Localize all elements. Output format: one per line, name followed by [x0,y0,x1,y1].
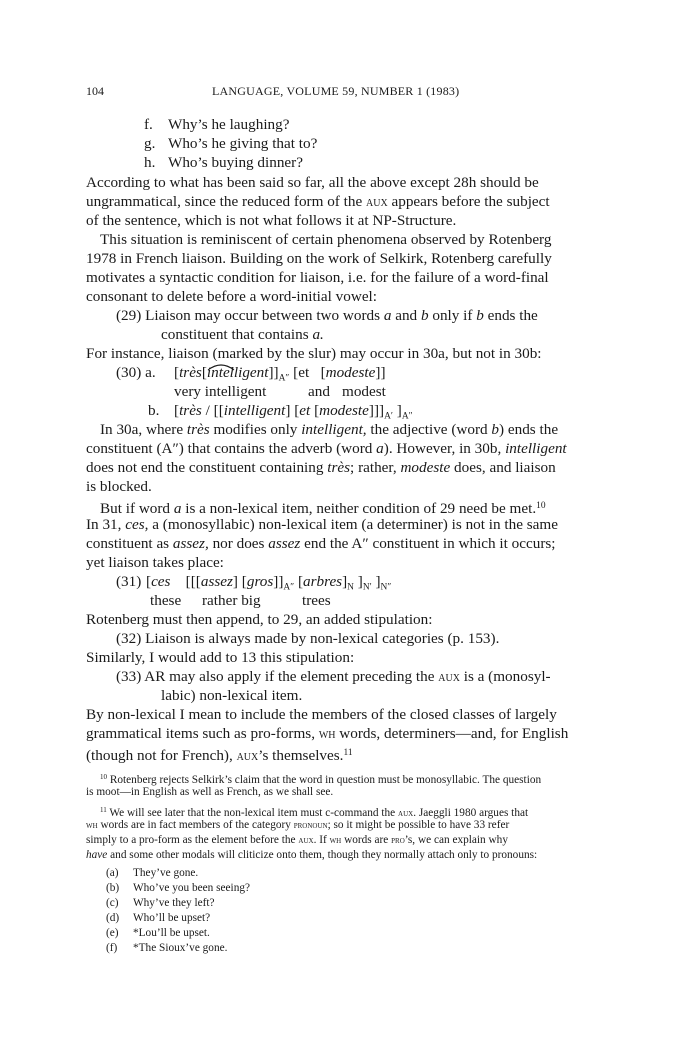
para4-line4: is blocked. [86,478,152,495]
example-label: h. [144,154,156,171]
example-33-line2: labic) non-lexical item. [161,687,303,704]
para4-line2: constituent (A″) that contains the adverb (word a). However, in 30b, intelligent [86,440,567,457]
para1-line3: of the sentence, which is not what follows it at NP-Structure. [86,212,457,229]
para5-line4: yet liaison takes place: [86,554,224,571]
page-number: 104 [86,84,104,98]
footnote-10-line1: $^{10}$ Rotenberg rejects Selkirk’s claim that the word in question must be monosyllabic. The question [100,773,542,786]
running-head: LANGUAGE, VOLUME 59, NUMBER 1 (1983) [212,84,460,98]
footnote-11-line3: simply to a pro-form as the element before the aux. If wh words are pro’s, we can explain why [86,834,508,846]
para3: For instance, liaison (marked by the slur) may occur in 30a, but not in 30b: [86,345,542,362]
example-31-gloss: these rather big trees [150,592,331,609]
liaison-slur [207,361,235,371]
example-29-line2: constituent that contains a. [161,326,324,343]
example-31: (31) [ces [[[assez] $[gros]]_{A''}$ $[arbres]_N$ ]$_{N'}$ ]$_{N''}$ [116,573,392,593]
example-label: f. [144,116,153,133]
para8-line2: grammatical items such as pro-forms, wh words, determiners—and, for English [86,725,569,742]
footnote-10-line2: is moot—in English as well as French, as we shall see. [86,786,334,798]
para5-line3: constituent as assez, nor does assez end the A″ constituent in which it occurs; [86,535,556,552]
example-29-line1: (29) Liaison may occur between two words a and b only if b ends the [116,307,538,324]
example-text: Who’s he giving that to? [168,135,318,152]
example-28h [144,154,303,172]
example-text: Who’s buying dinner? [168,154,303,171]
footnote-11-line1: $^{11}$ We will see later that the non-lexical item must c-command the aux. Jaeggli 1980 argues that [100,806,529,819]
para4-line3: does not end the constituent containing très; rather, modeste does, and liaison [86,459,556,476]
footnote-example-b: (b) Who’ve you been seeing? [106,882,251,894]
example-label: g. [144,135,156,152]
footnote-example-c: (c) Why’ve they left? [106,897,215,909]
footnote-example-d: (d) Who’ll be upset? [106,912,211,924]
para2-line1: This situation is reminiscent of certain phenomena observed by Rotenberg [100,231,552,248]
example-33-line1: (33) AR may also apply if the element preceding the aux is a (monosyl- [116,668,551,685]
example-text: Why’s he laughing? [168,116,290,133]
para5-line1: But if word a is a non-lexical item, neither condition of 29 need be met.$^{10}$ [100,500,546,518]
footnote-11-line2: wh words are in fact members of the category pronoun; so it might be possible to have 33 refer [86,819,510,831]
example-28f [144,116,290,134]
para2-line4: consonant to delete before a word-initial vowel: [86,288,377,305]
para8-line3: (though not for French), aux’s themselves.$^{11}$ [86,747,353,765]
example-30b: b. [très / [[intelligent] [et $[modeste]]]_{A'}$ ]$_{A''}$ [148,402,413,422]
para6: Rotenberg must then append, to 29, an added stipulation: [86,611,433,628]
example-30a-gloss: very intelligent and modest [174,383,386,400]
footnote-ref-10[interactable]: 10 [536,501,546,511]
para2-line2: 1978 in French liaison. Building on the work of Selkirk, Rotenberg carefully [86,250,552,267]
footnote-ref-11[interactable]: 11 [343,748,353,758]
para8-line1: By non-lexical I mean to include the members of the closed classes of largely [86,706,557,723]
footnote-example-f: (f) *The Sioux’ve gone. [106,942,228,954]
footnote-11-line4: have and some other modals will cliticize onto them, though they normally attach only to pronouns: [86,849,538,861]
footnote-example-e: (e) *Lou’ll be upset. [106,927,210,939]
para7: Similarly, I would add to 13 this stipulation: [86,649,355,666]
para4-line1: In 30a, where très modifies only intelligent, the adjective (word b) ends the [100,421,559,438]
example-28g [144,135,318,153]
example-32: (32) Liaison is always made by non-lexical categories (p. 153). [116,630,500,647]
para1-line2: ungrammatical, since the reduced form of the aux appears before the subject [86,193,550,210]
example-30a: (30) a. $[très[intelligent]]_{A''}$ [et [modeste]] [116,364,386,384]
para1-line1: According to what has been said so far, all the above except 28h should be [86,174,539,191]
para5-line2: In 31, ces, a (monosyllabic) non-lexical item (a determiner) is not in the same [86,516,558,533]
footnote-example-a: (a) They’ve gone. [106,867,199,879]
para2-line3: motivates a syntactic condition for liaison, i.e. for the failure of a word-final [86,269,549,286]
